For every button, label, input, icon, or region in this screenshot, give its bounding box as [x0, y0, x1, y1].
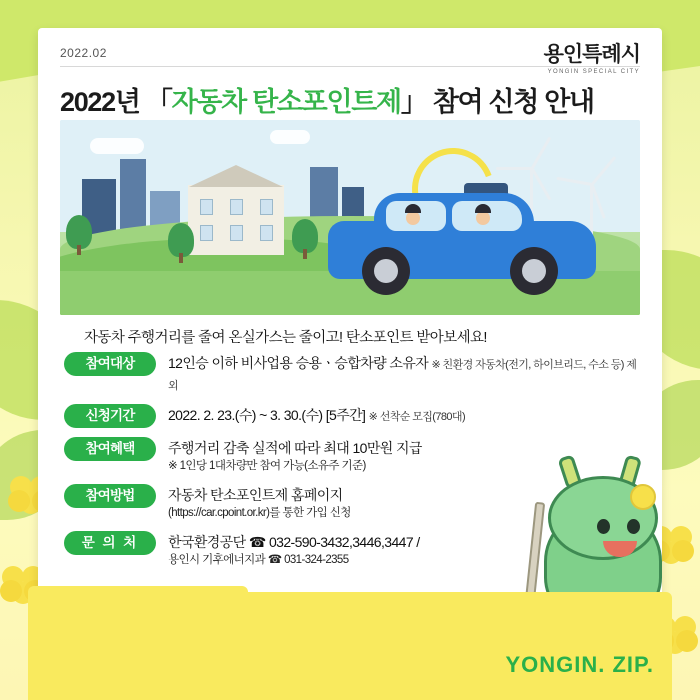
folder-footer	[28, 592, 672, 700]
mascot-eye-left	[597, 519, 610, 534]
row-note: ※ 선착순 모집(780대)	[368, 410, 466, 423]
title-part-2: 」 참여 신청 안내	[400, 87, 594, 117]
car-wheel-rear	[510, 247, 558, 295]
row-value-contact	[168, 531, 420, 569]
tree-1	[66, 215, 92, 249]
row-text: 12인승 이하 비사업용 승용ㆍ승합차량 소유자	[168, 355, 429, 371]
mascot-stick	[525, 502, 545, 602]
passenger-head-2	[476, 211, 490, 225]
row-note: ※ 친환경 자동차(전기, 하이브리드, 수소 등) 제외	[168, 359, 637, 392]
tree-2	[168, 223, 194, 257]
house-window-4	[200, 225, 213, 241]
lead-text: 자동차 주행거리를 줄여 온실가스는 줄이고! 탄소포인트 받아보세요!	[84, 330, 487, 346]
row-value-benefit	[168, 437, 422, 475]
house-window-3	[260, 199, 273, 215]
house-window-1	[200, 199, 213, 215]
row-value-method	[168, 484, 351, 522]
house-window-5	[230, 225, 243, 241]
passenger-head-1	[406, 211, 420, 225]
hero-illustration	[60, 120, 640, 315]
house-window-2	[230, 199, 243, 215]
row-value-period	[168, 404, 465, 426]
passenger-hair-2	[475, 204, 491, 213]
row-line2: ※ 1인당 1대차량만 참여 가능(소유주 기준)	[168, 460, 366, 473]
cloud-icon-2	[270, 130, 310, 144]
row-text: 주행거리 감축 실적에 따라 최대 10만원 지급	[168, 439, 422, 456]
passenger-hair-1	[405, 204, 421, 213]
city-logo-korean: 용인특례시	[543, 43, 640, 66]
brand-footer: YONGIN. ZIP.	[505, 652, 654, 677]
row-text: 자동차 탄소포인트제 홈페이지	[168, 486, 343, 503]
car-wheel-front	[362, 247, 410, 295]
row-label-method: 참여방법	[64, 484, 156, 508]
row-line2: (https://car.cpoint.or.kr)를 통한 가입 신청	[168, 507, 351, 520]
city-logo-english: YONGIN SPECIAL CITY	[547, 69, 640, 75]
title-part-1: 2022년 「	[60, 87, 172, 117]
car-illustration	[328, 189, 596, 297]
page-title	[60, 80, 644, 119]
tree-trunk-2	[179, 253, 183, 263]
turbine-blade	[496, 167, 532, 170]
row-line2: 용인시 기후에너지과 ☎ 031-324-2355	[168, 554, 349, 567]
cloud-icon-1	[90, 138, 144, 154]
mascot-flower-icon	[630, 484, 656, 510]
row-label-participants: 참여대상	[64, 352, 156, 376]
row-value-participants	[168, 352, 644, 395]
info-row	[64, 352, 644, 395]
mascot-eye-right	[627, 519, 640, 534]
house-window-6	[260, 225, 273, 241]
tree-trunk-3	[303, 249, 307, 259]
issue-date: 2022.02	[60, 46, 107, 60]
title-highlight: 자동차 탄소포인트제	[171, 87, 401, 117]
house	[188, 185, 284, 255]
city-logo	[544, 38, 640, 75]
tree-3	[292, 219, 318, 253]
row-label-period: 신청기간	[64, 404, 156, 428]
row-label-benefit: 참여혜택	[64, 437, 156, 461]
tree-trunk-1	[77, 245, 81, 255]
row-label-contact: 문 의 처	[64, 531, 156, 555]
info-row	[64, 404, 644, 428]
row-text: 2022. 2. 23.(수) ~ 3. 30.(수) [5주간]	[168, 406, 366, 423]
row-text: 한국환경공단 ☎ 032-590-3432,3446,3447 /	[168, 533, 420, 550]
